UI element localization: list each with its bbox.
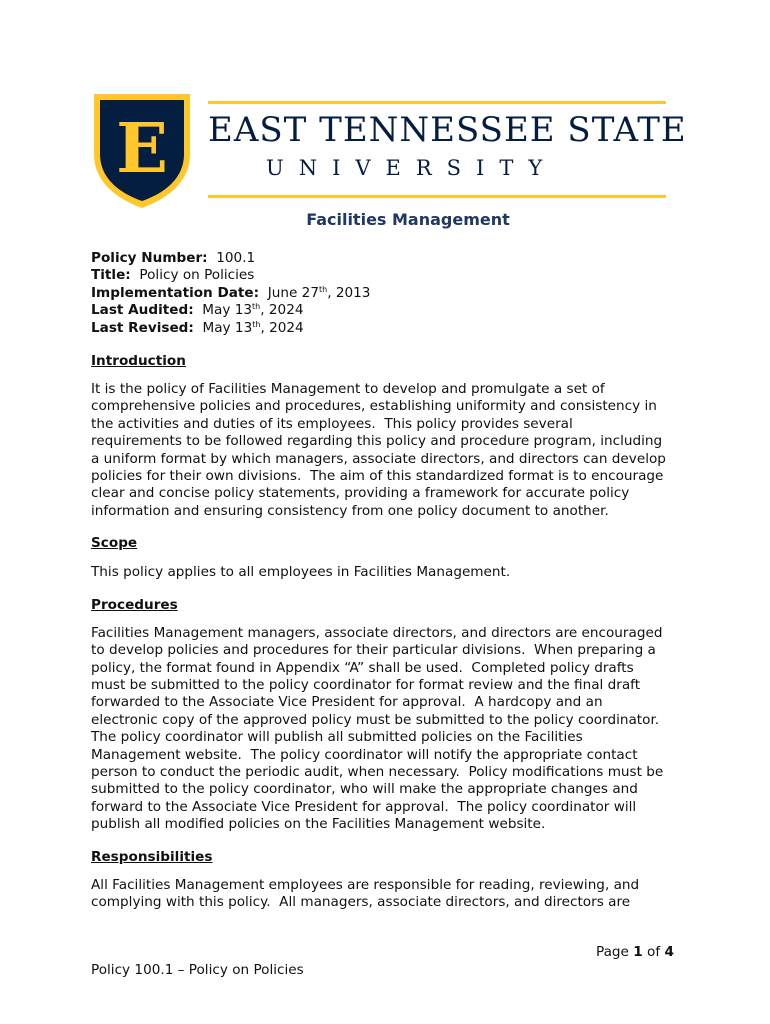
wordmark-line-1: EAST TENNESSEE STATE: [208, 110, 687, 150]
text-line: policy, the format found in Appendix “A” shall be used. Completed policy drafts: [91, 659, 634, 676]
gold-rule-bottom: [208, 195, 666, 198]
wordmark: [208, 92, 687, 210]
text-line: Management website. The policy coordinator will notify the appropriate contact: [91, 746, 638, 763]
meta-title: [91, 267, 691, 284]
text-line: to develop policies and procedures for their particular divisions. When preparing a: [91, 642, 656, 659]
paragraph-scope: [91, 564, 691, 581]
document-title: Facilities Management: [306, 210, 510, 229]
policy-metadata: [91, 250, 691, 337]
text-line: forwarded to the Associate Vice President for approval. A hardcopy and an: [91, 694, 603, 711]
meta-last-audited: [91, 302, 691, 319]
meta-label: Last Revised:: [91, 319, 194, 336]
etsu-logo: [92, 92, 687, 210]
text-line: submitted to the policy coordinator, who will make the appropriate changes and: [91, 781, 638, 798]
meta-policy-number: [91, 250, 691, 267]
meta-label: Policy Number:: [91, 250, 208, 266]
text-line: policies for their own divisions. The aim of this standardized format is to encourage: [91, 468, 664, 485]
meta-implementation-date: [91, 285, 691, 302]
text-line: publish all modified policies on the Facilities Management website.: [91, 816, 546, 833]
section-heading-responsibilities: Responsibilities: [91, 848, 213, 865]
text-line: Facilities Management managers, associate directors, and directors are encouraged: [91, 624, 663, 641]
section-heading-scope: Scope: [91, 535, 138, 552]
text-line: a uniform format by which managers, associate directors, and directors can develop: [91, 450, 666, 467]
meta-tail: , 2024: [260, 319, 304, 336]
meta-label: Title:: [91, 267, 131, 284]
page-number: [596, 943, 674, 961]
paragraph-introduction: [91, 381, 691, 520]
meta-last-revised: [91, 320, 691, 337]
page-number-prefix: Page: [596, 944, 629, 960]
gold-rule-top: [208, 101, 666, 104]
paragraph-responsibilities: [91, 877, 691, 912]
text-line: All Facilities Management employees are responsible for reading, reviewing, and: [91, 876, 640, 893]
meta-tail: , 2024: [260, 302, 304, 319]
shield-letter: E: [116, 109, 168, 189]
text-line: This policy applies to all employees in Facilities Management.: [91, 564, 511, 581]
page-number-current: 1: [633, 944, 643, 960]
paragraph-procedures: [91, 625, 691, 834]
meta-value: May 13: [202, 302, 253, 319]
text-line: comprehensive policies and procedures, establishing uniformity and consistency in: [91, 398, 657, 415]
section-heading-procedures: Procedures: [91, 596, 178, 613]
meta-suffix: th: [318, 284, 328, 294]
text-line: the activities and duties of its employees. This policy provides several: [91, 415, 573, 432]
document-body: [91, 250, 691, 911]
meta-value: June 27: [267, 284, 319, 301]
page-number-of: of: [647, 944, 661, 960]
text-line: person to conduct the periodic audit, when necessary. Policy modifications must be: [91, 763, 664, 780]
meta-value: May 13: [202, 319, 253, 336]
text-line: clear and concise policy statements, providing a framework for accurate policy: [91, 485, 630, 502]
meta-value: 100.1: [216, 250, 256, 266]
meta-suffix: th: [252, 319, 261, 329]
meta-label: Last Audited:: [91, 302, 194, 319]
text-line: forward to the Associate Vice President for approval. The policy coordinator will: [91, 798, 637, 815]
text-line: information and ensuring consistency from one policy document to another.: [91, 502, 609, 519]
page-number-total: 4: [664, 944, 674, 960]
text-line: requirements to be followed regarding this policy and procedure program, including: [91, 433, 663, 450]
shield-logo-icon: [92, 92, 192, 210]
text-line: electronic copy of the approved policy must be submitted to the policy coordinator.: [91, 711, 660, 728]
page-footer: Policy 100.1 – Policy on Policies: [91, 962, 304, 978]
wordmark-line-2: UNIVERSITY: [266, 156, 558, 180]
text-line: complying with this policy. All managers, associate directors, and directors are: [91, 893, 631, 910]
meta-label: Implementation Date:: [91, 284, 260, 301]
meta-value: Policy on Policies: [139, 267, 255, 284]
text-line: must be submitted to the policy coordinator for format review and the final draft: [91, 676, 641, 693]
meta-tail: , 2013: [327, 284, 371, 301]
section-heading-introduction: Introduction: [91, 353, 186, 370]
text-line: The policy coordinator will publish all submitted policies on the Facilities: [91, 729, 583, 746]
text-line: It is the policy of Facilities Management to develop and promulgate a set of: [91, 381, 605, 398]
meta-suffix: th: [252, 302, 261, 312]
